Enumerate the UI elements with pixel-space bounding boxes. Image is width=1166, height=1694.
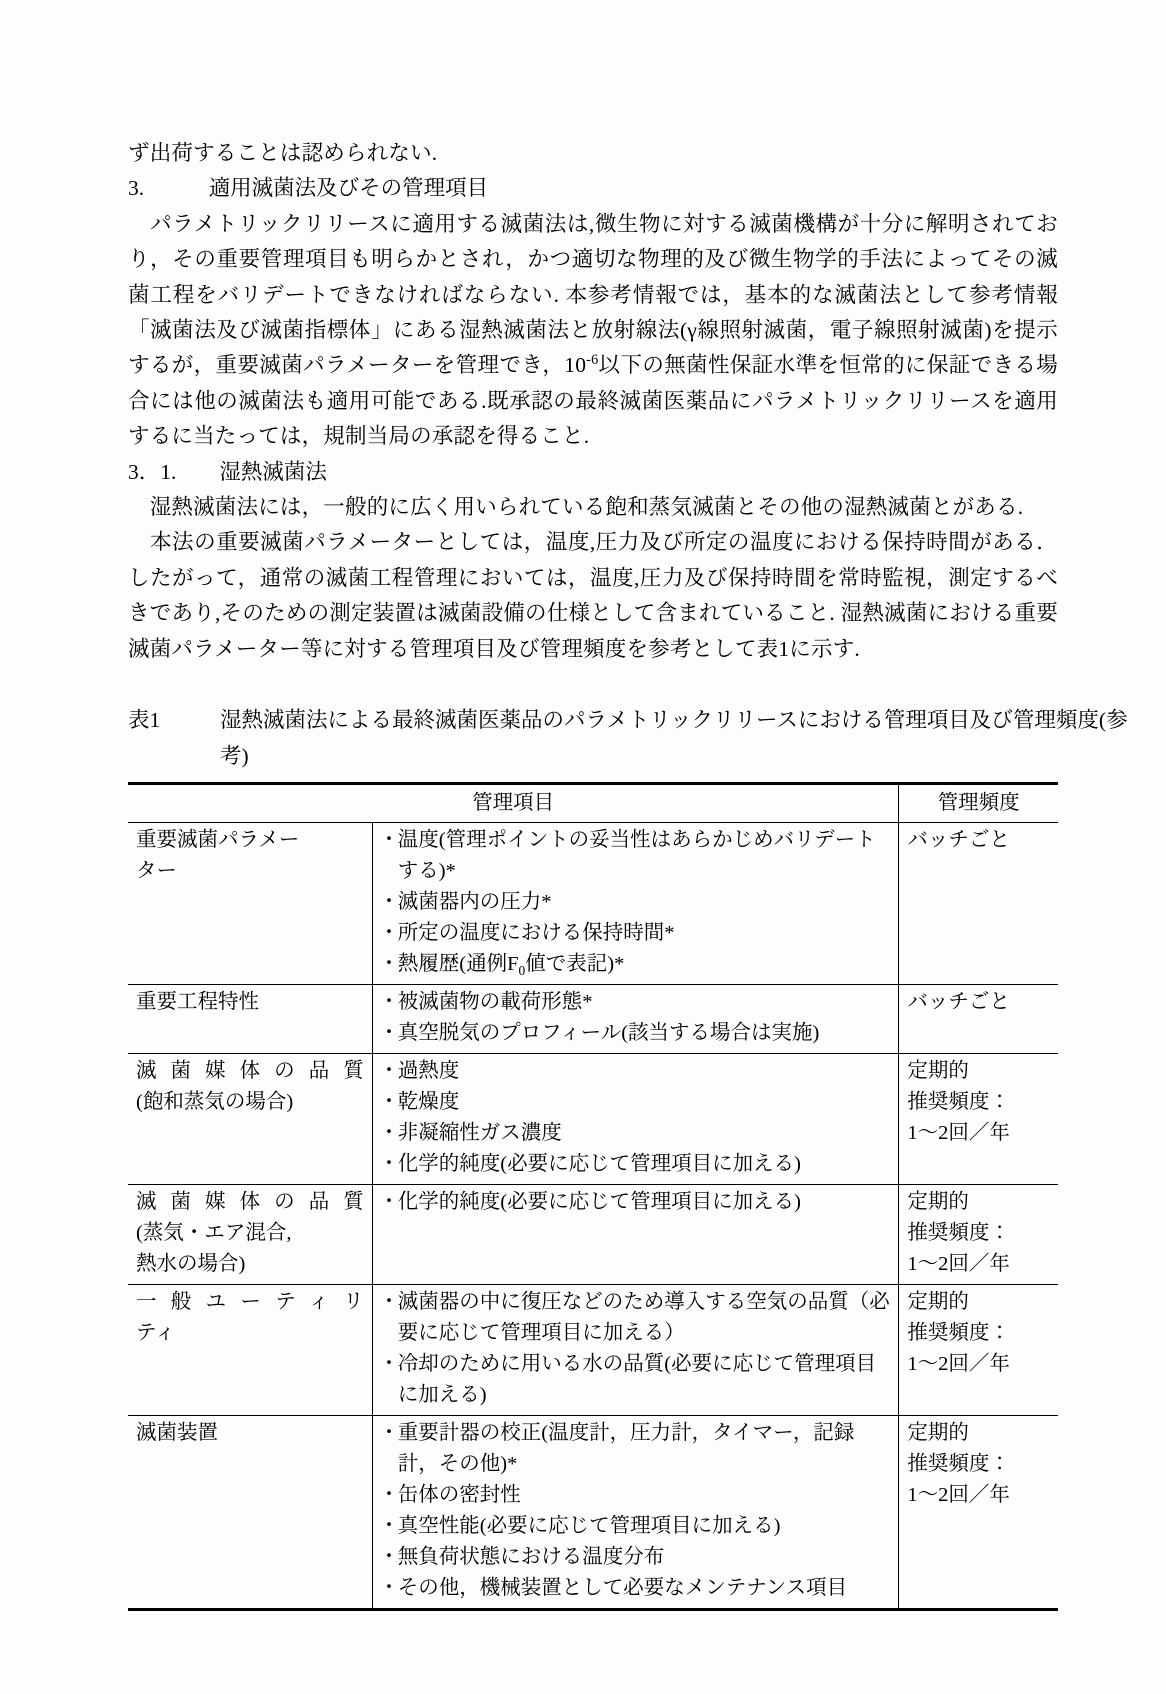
header-management-items: 管理項目: [128, 783, 899, 822]
table-row: [128, 1415, 1058, 1609]
notation-exponent: -6: [586, 352, 599, 369]
item-bullet-list: [381, 987, 891, 1049]
item-bullet-list: [381, 1418, 891, 1604]
cell-category: [128, 822, 372, 984]
frequency-line: バッチごと: [907, 990, 1010, 1013]
table-row: [128, 1053, 1058, 1184]
item-bullet-list: [381, 1287, 891, 1411]
document-content: [128, 136, 1128, 1611]
cell-management-items: [372, 822, 899, 984]
cell-frequency: [899, 1415, 1058, 1609]
item-bullet: ・ 缶体の密封性: [381, 1480, 891, 1511]
frequency-line: 1〜2回／年: [907, 1252, 1010, 1275]
paragraph-critical-parameters: 本法の重要滅菌パラメーターとしては，温度,圧力及び所定の温度における保持時間がある．したがって，通常の滅菌工程管理においては，温度,圧力及び保持時間を常時監視，測定するべきであり,そのための測定装置は滅菌設備の仕様として含まれていること. 湿熱滅菌における重要滅菌パラメーター等に対する管理項目及び管理頻度を参考として表1に示す.: [128, 530, 1058, 661]
cell-management-items: [372, 1053, 899, 1184]
table-caption-label: 表1: [128, 708, 161, 733]
section-title: 適用滅菌法及びその管理項目: [208, 176, 489, 201]
item-text-prefix: 熱履歴(通例F: [397, 952, 519, 975]
item-bullet: ・ 化学的純度(必要に応じて管理項目に加える): [381, 1149, 891, 1180]
cell-frequency: [899, 1053, 1058, 1184]
category-line: 熱水の場合): [136, 1252, 246, 1275]
category-line: ター: [136, 859, 177, 882]
frequency-line: 推奨頻度：: [907, 1090, 1010, 1113]
paragraph-moist-heat-types: 湿熱滅菌法には，一般的に広く用いられている飽和蒸気滅菌とその他の湿熱滅菌とがある.: [128, 495, 1024, 520]
item-bullet: ・ 冷却のために用いる水の品質(必要に応じて管理項目に加える): [381, 1349, 891, 1411]
section-heading-3: [128, 171, 1058, 206]
frequency-line: 定期的: [907, 1190, 969, 1213]
cell-management-items: [372, 1415, 899, 1609]
item-bullet: ・ 滅菌器内の圧力*: [381, 887, 891, 918]
cell-category: [128, 1053, 372, 1184]
cell-management-items: [372, 1284, 899, 1415]
item-bullet: ・ 過熱度: [381, 1056, 891, 1087]
table-row: [128, 984, 1058, 1053]
paragraph-text-part1: パラメトリックリリースに適用する滅菌法は,微生物に対する滅菌機構が十分に解明されており，その重要管理項目も明らかとされ，かつ適切な物理的及び微生物学的手法によってその滅菌工程をバリデートできなければならない. 本参考情報では，基本的な滅菌法として参考情報「滅菌法及び滅菌指標体」にある湿熱滅菌法と放射線法(γ線照射滅菌，電子線照射滅菌)を提示するが，重要滅菌パラメーターを管理でき，: [128, 211, 1058, 378]
item-bullet-list: [381, 1187, 891, 1218]
item-bullet: ・ 無負荷状態における温度分布: [381, 1542, 891, 1573]
category-line: 滅菌媒体の品質: [136, 1190, 364, 1213]
section-heading-3-1: [128, 455, 1058, 490]
cell-frequency: [899, 822, 1058, 984]
category-line: 重要滅菌パラメー: [136, 828, 300, 851]
item-bullet: ・ 非凝縮性ガス濃度: [381, 1118, 891, 1149]
frequency-line: 定期的: [907, 1059, 969, 1082]
category-line: 滅菌装置: [136, 1421, 218, 1444]
section-number: 3.: [128, 176, 145, 201]
subsection-title: 湿熱滅菌法: [219, 459, 327, 484]
table-caption-text: 湿熱滅菌法による最終滅菌医薬品のパラメトリックリリースにおける管理項目及び管理頻度(参考): [220, 708, 1128, 768]
notation-base: 10: [564, 353, 587, 378]
item-bullet: ・ 温度(管理ポイントの妥当性はあらかじめバリデートする)*: [381, 825, 891, 887]
scientific-notation: [564, 353, 598, 377]
cell-management-items: [372, 1184, 899, 1284]
paragraph-text-part2: 以下の無菌性保証水準を恒常的に保証できる場合には他の滅菌法も適用可能である.既承認の最終滅菌医薬品にパラメトリックリリースを適用するに当たっては，規制当局の承認を得ること.: [128, 353, 1059, 449]
item-text-suffix: 値で表記)*: [525, 952, 625, 975]
cell-category: [128, 984, 372, 1053]
cell-frequency: [899, 1184, 1058, 1284]
paragraph-applicable-methods: [128, 207, 1058, 455]
category-line: (蒸気・エア混合,: [136, 1221, 292, 1244]
cell-category: [128, 1184, 372, 1284]
item-bullet: ・ 所定の温度における保持時間*: [381, 918, 891, 949]
category-line: ティ: [136, 1321, 176, 1344]
category-line: 重要工程特性: [136, 990, 259, 1013]
frequency-line: 1〜2回／年: [907, 1121, 1010, 1144]
frequency-line: 推奨頻度：: [907, 1221, 1010, 1244]
cell-frequency: [899, 1284, 1058, 1415]
cell-frequency: [899, 984, 1058, 1053]
item-bullet: ・ その他，機械装置として必要なメンテナンス項目: [381, 1573, 891, 1604]
cell-category: [128, 1415, 372, 1609]
item-bullet: ・ 乾燥度: [381, 1087, 891, 1118]
cell-management-items: [372, 984, 899, 1053]
frequency-line: 推奨頻度：: [907, 1452, 1010, 1475]
table-caption: [128, 703, 1150, 774]
subsection-number: 3．1.: [128, 459, 177, 484]
table-row: [128, 1284, 1058, 1415]
category-line: (飽和蒸気の場合): [136, 1090, 294, 1113]
header-management-frequency: 管理頻度: [899, 783, 1058, 822]
item-bullet: [381, 949, 891, 980]
category-line: 滅菌媒体の品質: [136, 1059, 364, 1082]
item-bullet: ・ 真空性能(必要に応じて管理項目に加える): [381, 1511, 891, 1542]
item-bullet-list: [381, 1056, 891, 1180]
category-line: 一般ユーティリ: [136, 1290, 364, 1313]
item-bullet-list: [381, 825, 891, 980]
item-bullet: ・ 真空脱気のプロフィール(該当する場合は実施): [381, 1018, 891, 1049]
management-items-table: [128, 782, 1058, 1611]
frequency-line: 定期的: [907, 1421, 969, 1444]
frequency-line: 1〜2回／年: [907, 1352, 1010, 1375]
item-subscript: 0: [518, 963, 526, 978]
table-row: [128, 1184, 1058, 1284]
cell-category: [128, 1284, 372, 1415]
frequency-line: バッチごと: [907, 828, 1010, 851]
item-bullet: ・ 滅菌器の中に復圧などのため導入する空気の品質（必要に応じて管理項目に加える）: [381, 1287, 891, 1349]
item-bullet: ・ 被滅菌物の載荷形態*: [381, 987, 891, 1018]
item-bullet: ・ 重要計器の校正(温度計，圧力計，タイマー，記録計，その他)*: [381, 1418, 891, 1480]
table-body: [128, 822, 1058, 1609]
caption-spacer: [128, 667, 1058, 703]
frequency-line: 1〜2回／年: [907, 1483, 1010, 1506]
frequency-line: 定期的: [907, 1290, 969, 1313]
table-row: [128, 822, 1058, 984]
frequency-line: 推奨頻度：: [907, 1321, 1010, 1344]
table-header-row: [128, 783, 1058, 822]
paragraph-continuation: ず出荷することは認められない.: [128, 141, 438, 165]
item-bullet: ・ 化学的純度(必要に応じて管理項目に加える): [381, 1187, 891, 1218]
